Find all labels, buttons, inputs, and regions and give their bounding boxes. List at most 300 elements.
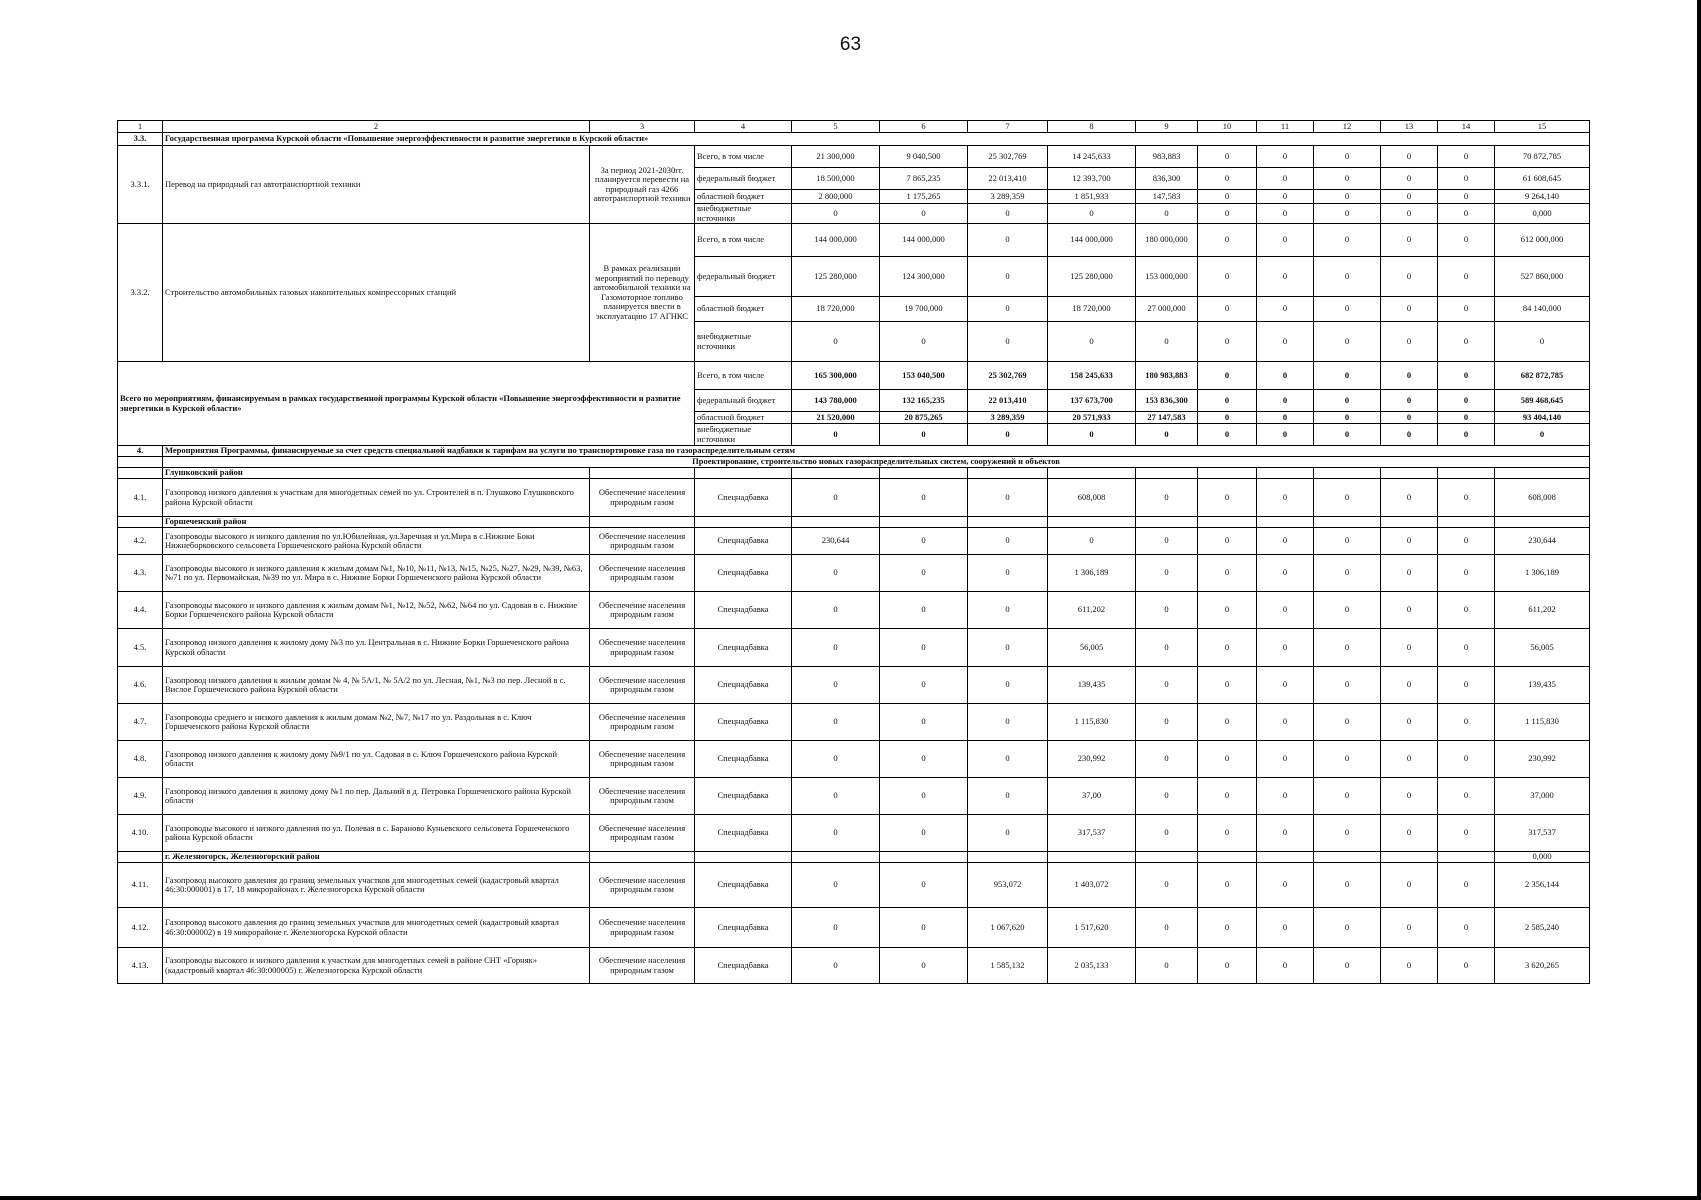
value-cell: 18 720,000: [792, 297, 880, 322]
value-cell: 0: [1198, 528, 1257, 555]
value-cell: 0: [1257, 257, 1314, 297]
value-cell: 0: [1198, 412, 1257, 424]
value-cell: 2 356,144: [1495, 863, 1590, 908]
value-cell: 0: [1381, 815, 1438, 852]
value-cell: 0: [880, 908, 968, 948]
column-number: 6: [880, 121, 968, 133]
district-spacer: [118, 468, 163, 479]
value-cell: 0: [1257, 322, 1314, 362]
value-cell: 0: [1314, 778, 1381, 815]
funding-source: Спецнадбавка: [695, 629, 792, 667]
value-cell: 0: [1198, 297, 1257, 322]
section-number: 4.: [118, 446, 163, 457]
value-cell: 144 000,000: [792, 224, 880, 257]
subsection-spacer: [118, 457, 163, 468]
value-cell: 0: [1381, 322, 1438, 362]
value-cell: 153 836,300: [1136, 390, 1198, 412]
value-cell: 0: [792, 863, 880, 908]
value-cell: 0: [1381, 362, 1438, 390]
value-cell: 0: [1438, 741, 1495, 778]
funding-source: Спецнадбавка: [695, 667, 792, 704]
value-cell: 0: [1381, 297, 1438, 322]
district-empty-cell: [695, 468, 792, 479]
value-cell: 0: [1136, 204, 1198, 224]
district-empty-cell: [968, 468, 1048, 479]
value-cell: 0: [1314, 168, 1381, 190]
activity-result: Обеспечение населения природным газом: [590, 948, 695, 984]
value-cell: 180 000,000: [1136, 224, 1198, 257]
value-cell: 0: [1257, 528, 1314, 555]
value-cell: 25 302,769: [968, 362, 1048, 390]
activity-row: [118, 704, 1590, 741]
value-cell: 0: [792, 322, 880, 362]
value-cell: 0: [880, 667, 968, 704]
activity-row: [118, 479, 1590, 517]
activity-result: Обеспечение населения природным газом: [590, 778, 695, 815]
activity-row: [118, 592, 1590, 629]
value-cell: 0: [968, 224, 1048, 257]
value-cell: 0: [1048, 528, 1136, 555]
value-cell: 317,537: [1495, 815, 1590, 852]
district-empty-cell: [590, 517, 695, 528]
value-cell: 0: [792, 204, 880, 224]
district-name: Глушковский район: [163, 468, 590, 479]
value-cell: 0: [1136, 948, 1198, 984]
value-cell: 0: [1438, 362, 1495, 390]
value-cell: 1 851,933: [1048, 190, 1136, 204]
value-cell: 1 115,830: [1495, 704, 1590, 741]
activity-result: Обеспечение населения природным газом: [590, 741, 695, 778]
value-cell: 20 571,933: [1048, 412, 1136, 424]
activity-result: Обеспечение населения природным газом: [590, 528, 695, 555]
activity-result: Обеспечение населения природным газом: [590, 479, 695, 517]
value-cell: 0: [792, 908, 880, 948]
district-empty-cell: [1257, 468, 1314, 479]
value-cell: 0: [880, 555, 968, 592]
activity-result: Обеспечение населения природным газом: [590, 815, 695, 852]
district-empty-cell: [880, 852, 968, 863]
value-cell: 682 872,785: [1495, 362, 1590, 390]
district-empty-cell: [1136, 852, 1198, 863]
funding-source: Спецнадбавка: [695, 528, 792, 555]
value-cell: 0: [1257, 390, 1314, 412]
district-empty-cell: [1198, 517, 1257, 528]
value-cell: 0: [1198, 362, 1257, 390]
value-cell: 0: [1438, 778, 1495, 815]
funding-row: [118, 146, 1590, 168]
activity-number: 4.5.: [118, 629, 163, 667]
activity-number: 4.3.: [118, 555, 163, 592]
value-cell: 230,644: [1495, 528, 1590, 555]
value-cell: 1 403,072: [1048, 863, 1136, 908]
value-cell: 1 115,830: [1048, 704, 1136, 741]
value-cell: 0: [1438, 224, 1495, 257]
activity-name: Газопроводы высокого и низкого давления к участкам для многодетных семей в районе СНТ «Горняк» (кадастровый квартал 46:30:000005) г. Железногорска Курской области: [163, 948, 590, 984]
value-cell: 0: [1136, 629, 1198, 667]
value-cell: 611,202: [1495, 592, 1590, 629]
column-number: 14: [1438, 121, 1495, 133]
value-cell: 0: [1257, 778, 1314, 815]
program-table-sheet: [117, 120, 1589, 984]
item-number: 3.3.1.: [118, 146, 163, 224]
activity-name: Газопровод высокого давления до границ земельных участков для многодетных семей (кадастровый квартал 46:30:000001) в 17, 18 микрорайонах г. Железногорска Курской области: [163, 863, 590, 908]
district-spacer: [118, 517, 163, 528]
value-cell: 0: [792, 815, 880, 852]
value-cell: 0: [1257, 704, 1314, 741]
funding-source: областной бюджет: [695, 412, 792, 424]
value-cell: 317,537: [1048, 815, 1136, 852]
value-cell: 3 289,359: [968, 190, 1048, 204]
value-cell: 0: [968, 778, 1048, 815]
funding-source: внебюджетные источники: [695, 322, 792, 362]
funding-source: областной бюджет: [695, 190, 792, 204]
funding-row: [118, 224, 1590, 257]
activity-number: 4.1.: [118, 479, 163, 517]
value-cell: 125 280,000: [1048, 257, 1136, 297]
value-cell: 137 673,700: [1048, 390, 1136, 412]
value-cell: 0: [1381, 190, 1438, 204]
value-cell: 158 245,633: [1048, 362, 1136, 390]
value-cell: 0: [880, 704, 968, 741]
column-number: 4: [695, 121, 792, 133]
value-cell: 147,583: [1136, 190, 1198, 204]
activity-result: Обеспечение населения природным газом: [590, 704, 695, 741]
value-cell: 0: [880, 948, 968, 984]
value-cell: 0: [1314, 322, 1381, 362]
district-name: г. Железногорск, Железногорский район: [163, 852, 590, 863]
value-cell: 0: [1438, 555, 1495, 592]
district-total: [1495, 468, 1590, 479]
district-empty-cell: [1438, 517, 1495, 528]
value-cell: 953,072: [968, 863, 1048, 908]
value-cell: 0: [1314, 390, 1381, 412]
value-cell: 0: [1438, 412, 1495, 424]
value-cell: 0: [1314, 815, 1381, 852]
value-cell: 0: [968, 479, 1048, 517]
value-cell: 0: [1438, 704, 1495, 741]
value-cell: 12 393,700: [1048, 168, 1136, 190]
value-cell: 611,202: [1048, 592, 1136, 629]
value-cell: 1 517,620: [1048, 908, 1136, 948]
activity-number: 4.10.: [118, 815, 163, 852]
value-cell: 0: [1438, 190, 1495, 204]
value-cell: 0: [1136, 322, 1198, 362]
value-cell: 0: [1257, 863, 1314, 908]
district-empty-cell: [1048, 468, 1136, 479]
activity-number: 4.11.: [118, 863, 163, 908]
district-empty-cell: [1257, 517, 1314, 528]
district-empty-cell: [1198, 852, 1257, 863]
section-row: [118, 446, 1590, 457]
activity-row: [118, 528, 1590, 555]
district-empty-cell: [792, 468, 880, 479]
value-cell: 21 300,000: [792, 146, 880, 168]
value-cell: 0: [1198, 815, 1257, 852]
funding-source: областной бюджет: [695, 297, 792, 322]
value-cell: 0: [968, 667, 1048, 704]
funding-source: Спецнадбавка: [695, 815, 792, 852]
value-cell: 9 264,140: [1495, 190, 1590, 204]
value-cell: 0: [880, 424, 968, 446]
financing-table: [117, 120, 1590, 984]
activity-result: Обеспечение населения природным газом: [590, 863, 695, 908]
activity-name: Газопроводы высокого и низкого давления к жилым домам №1, №12, №52, №62, №64 по ул. Садовая в с. Нижние Борки Горшеченского района Курской области: [163, 592, 590, 629]
value-cell: 0: [1381, 592, 1438, 629]
value-cell: 0: [1314, 362, 1381, 390]
value-cell: 0: [1438, 257, 1495, 297]
value-cell: 139,435: [1495, 667, 1590, 704]
district-empty-cell: [1381, 468, 1438, 479]
value-cell: 0: [1495, 322, 1590, 362]
activity-row: [118, 778, 1590, 815]
value-cell: 0: [1381, 948, 1438, 984]
value-cell: 0: [792, 555, 880, 592]
value-cell: 0: [1198, 555, 1257, 592]
value-cell: 0: [1136, 555, 1198, 592]
district-empty-cell: [1314, 852, 1381, 863]
district-empty-cell: [1314, 468, 1381, 479]
funding-source: Спецнадбавка: [695, 863, 792, 908]
funding-source: Спецнадбавка: [695, 704, 792, 741]
value-cell: 0: [1438, 815, 1495, 852]
value-cell: 0: [1257, 204, 1314, 224]
value-cell: 0: [1381, 168, 1438, 190]
value-cell: 0: [1136, 815, 1198, 852]
activity-number: 4.12.: [118, 908, 163, 948]
value-cell: 0: [1257, 948, 1314, 984]
value-cell: 527 860,000: [1495, 257, 1590, 297]
page-number: 63: [839, 34, 862, 55]
value-cell: 153 000,000: [1136, 257, 1198, 297]
value-cell: 0: [1048, 424, 1136, 446]
district-empty-cell: [1136, 468, 1198, 479]
value-cell: 0: [1136, 778, 1198, 815]
value-cell: 0: [1198, 322, 1257, 362]
value-cell: 0: [968, 629, 1048, 667]
activity-row: [118, 908, 1590, 948]
value-cell: 0: [880, 778, 968, 815]
value-cell: 0: [1438, 390, 1495, 412]
value-cell: 0: [968, 815, 1048, 852]
district-row: [118, 517, 1590, 528]
activity-row: [118, 555, 1590, 592]
value-cell: 165 300,000: [792, 362, 880, 390]
scan-edge-bottom: [0, 1196, 1701, 1200]
district-empty-cell: [1381, 517, 1438, 528]
value-cell: 0: [1438, 592, 1495, 629]
funding-source: Спецнадбавка: [695, 479, 792, 517]
value-cell: 0: [1314, 667, 1381, 704]
value-cell: 0: [1438, 424, 1495, 446]
value-cell: 0: [1314, 948, 1381, 984]
value-cell: 0: [1438, 629, 1495, 667]
value-cell: 25 302,769: [968, 146, 1048, 168]
district-empty-cell: [590, 468, 695, 479]
column-number: 1: [118, 121, 163, 133]
section-title: Государственная программа Курской области «Повышение энергоэффективности и развитие энергетики в Курской области»: [163, 133, 1590, 146]
funding-source: Спецнадбавка: [695, 948, 792, 984]
value-cell: 0: [1198, 224, 1257, 257]
value-cell: 0: [1136, 704, 1198, 741]
value-cell: 0: [792, 424, 880, 446]
value-cell: 0: [880, 592, 968, 629]
value-cell: 0: [1136, 667, 1198, 704]
value-cell: 0,000: [1495, 204, 1590, 224]
item-name: Строительство автомобильных газовых накопительных компрессорных станций: [163, 224, 590, 362]
value-cell: 1 306,189: [1495, 555, 1590, 592]
value-cell: 0: [1257, 168, 1314, 190]
value-cell: 230,644: [792, 528, 880, 555]
activity-number: 4.8.: [118, 741, 163, 778]
value-cell: 0: [1136, 592, 1198, 629]
district-empty-cell: [1136, 517, 1198, 528]
district-empty-cell: [1048, 852, 1136, 863]
value-cell: 0: [1136, 424, 1198, 446]
column-number: 15: [1495, 121, 1590, 133]
value-cell: 0: [1198, 667, 1257, 704]
district-empty-cell: [590, 852, 695, 863]
activity-result: Обеспечение населения природным газом: [590, 667, 695, 704]
value-cell: 0: [1048, 322, 1136, 362]
value-cell: 0: [1136, 908, 1198, 948]
value-cell: 0: [1314, 629, 1381, 667]
activity-row: [118, 863, 1590, 908]
value-cell: 0: [1257, 592, 1314, 629]
item-name: Перевод на природный газ автотранспортной техники: [163, 146, 590, 224]
value-cell: 0: [1314, 224, 1381, 257]
value-cell: 983,883: [1136, 146, 1198, 168]
activity-name: Газопровод низкого давления к жилым домам № 4, № 5А/1, № 5А/2 по ул. Лесная, №1, №3 по пер. Лесной в с. Вислое Горшеченского района Курской области: [163, 667, 590, 704]
item-result: В рамках реализации мероприятий по переводу автомобильной техники на Газомоторное топливо планируется ввести в эксплуатацию 17 АГНКС: [590, 224, 695, 362]
value-cell: 0: [1381, 528, 1438, 555]
activity-name: Газопровод низкого давления к участкам для многодетных семей по ул. Строителей в п. Глушково Глушковского района Курской области: [163, 479, 590, 517]
value-cell: 0: [968, 592, 1048, 629]
activity-result: Обеспечение населения природным газом: [590, 592, 695, 629]
value-cell: 0: [968, 297, 1048, 322]
value-cell: 0: [1198, 778, 1257, 815]
value-cell: 21 520,000: [792, 412, 880, 424]
value-cell: 0: [1257, 479, 1314, 517]
value-cell: 0: [968, 528, 1048, 555]
funding-source: Спецнадбавка: [695, 592, 792, 629]
value-cell: 589 468,645: [1495, 390, 1590, 412]
value-cell: 0: [1381, 555, 1438, 592]
district-empty-cell: [792, 517, 880, 528]
subsection-title: Проектирование, строительство новых газораспределительных систем, сооружений и объектов: [163, 457, 1590, 468]
activity-row: [118, 815, 1590, 852]
value-cell: 56,005: [1495, 629, 1590, 667]
value-cell: 0: [1314, 555, 1381, 592]
value-cell: 0: [880, 863, 968, 908]
value-cell: 612 000,000: [1495, 224, 1590, 257]
scan-edge-right: [1697, 0, 1701, 1200]
value-cell: 0: [968, 424, 1048, 446]
district-empty-cell: [1198, 468, 1257, 479]
value-cell: 0: [792, 592, 880, 629]
value-cell: 0: [880, 741, 968, 778]
value-cell: 0: [968, 704, 1048, 741]
column-number: 7: [968, 121, 1048, 133]
value-cell: 0: [1381, 479, 1438, 517]
district-empty-cell: [695, 517, 792, 528]
district-empty-cell: [1048, 517, 1136, 528]
value-cell: 0: [1198, 168, 1257, 190]
value-cell: 230,992: [1495, 741, 1590, 778]
district-row: [118, 468, 1590, 479]
funding-source: федеральный бюджет: [695, 390, 792, 412]
column-number: 3: [590, 121, 695, 133]
value-cell: 0: [968, 741, 1048, 778]
column-number-row: [118, 121, 1590, 133]
value-cell: 1 067,620: [968, 908, 1048, 948]
funding-source: внебюджетные источники: [695, 204, 792, 224]
value-cell: 0: [1438, 479, 1495, 517]
value-cell: 0: [1438, 908, 1495, 948]
value-cell: 0: [968, 204, 1048, 224]
district-empty-cell: [880, 517, 968, 528]
value-cell: 0: [1198, 908, 1257, 948]
value-cell: 0: [1257, 741, 1314, 778]
value-cell: 0: [1314, 204, 1381, 224]
value-cell: 18 720,000: [1048, 297, 1136, 322]
value-cell: 0: [1257, 667, 1314, 704]
value-cell: 144 000,000: [880, 224, 968, 257]
value-cell: 0: [1381, 146, 1438, 168]
value-cell: 61 608,645: [1495, 168, 1590, 190]
activity-result: Обеспечение населения природным газом: [590, 908, 695, 948]
value-cell: 0: [1198, 948, 1257, 984]
value-cell: 3 620,265: [1495, 948, 1590, 984]
value-cell: 0: [1381, 224, 1438, 257]
district-empty-cell: [880, 468, 968, 479]
column-number: 2: [163, 121, 590, 133]
value-cell: 0: [968, 322, 1048, 362]
value-cell: 0: [1136, 528, 1198, 555]
district-empty-cell: [1438, 852, 1495, 863]
value-cell: 0: [1257, 224, 1314, 257]
value-cell: 37,00: [1048, 778, 1136, 815]
value-cell: 1 306,189: [1048, 555, 1136, 592]
district-empty-cell: [1257, 852, 1314, 863]
district-empty-cell: [1438, 468, 1495, 479]
activity-row: [118, 741, 1590, 778]
column-number: 8: [1048, 121, 1136, 133]
value-cell: 0: [880, 629, 968, 667]
section-number: 3.3.: [118, 133, 163, 146]
value-cell: 0: [1314, 297, 1381, 322]
funding-source: Всего, в том числе: [695, 224, 792, 257]
activity-name: Газопроводы среднего и низкого давления к жилым домам №2, №7, №17 по ул. Раздольная в с. Ключ Горшеченского района Курской области: [163, 704, 590, 741]
item-number: 3.3.2.: [118, 224, 163, 362]
district-empty-cell: [968, 517, 1048, 528]
value-cell: 27 147,583: [1136, 412, 1198, 424]
district-total: 0,000: [1495, 852, 1590, 863]
value-cell: 0: [1257, 908, 1314, 948]
value-cell: 144 000,000: [1048, 224, 1136, 257]
value-cell: 0: [880, 528, 968, 555]
value-cell: 0: [1381, 704, 1438, 741]
column-number: 9: [1136, 121, 1198, 133]
value-cell: 0: [1381, 390, 1438, 412]
value-cell: 0: [1381, 204, 1438, 224]
activity-row: [118, 629, 1590, 667]
value-cell: 0: [1198, 592, 1257, 629]
value-cell: 0: [1136, 479, 1198, 517]
value-cell: 0: [1438, 204, 1495, 224]
value-cell: 0: [792, 778, 880, 815]
value-cell: 27 000,000: [1136, 297, 1198, 322]
value-cell: 0: [1438, 667, 1495, 704]
